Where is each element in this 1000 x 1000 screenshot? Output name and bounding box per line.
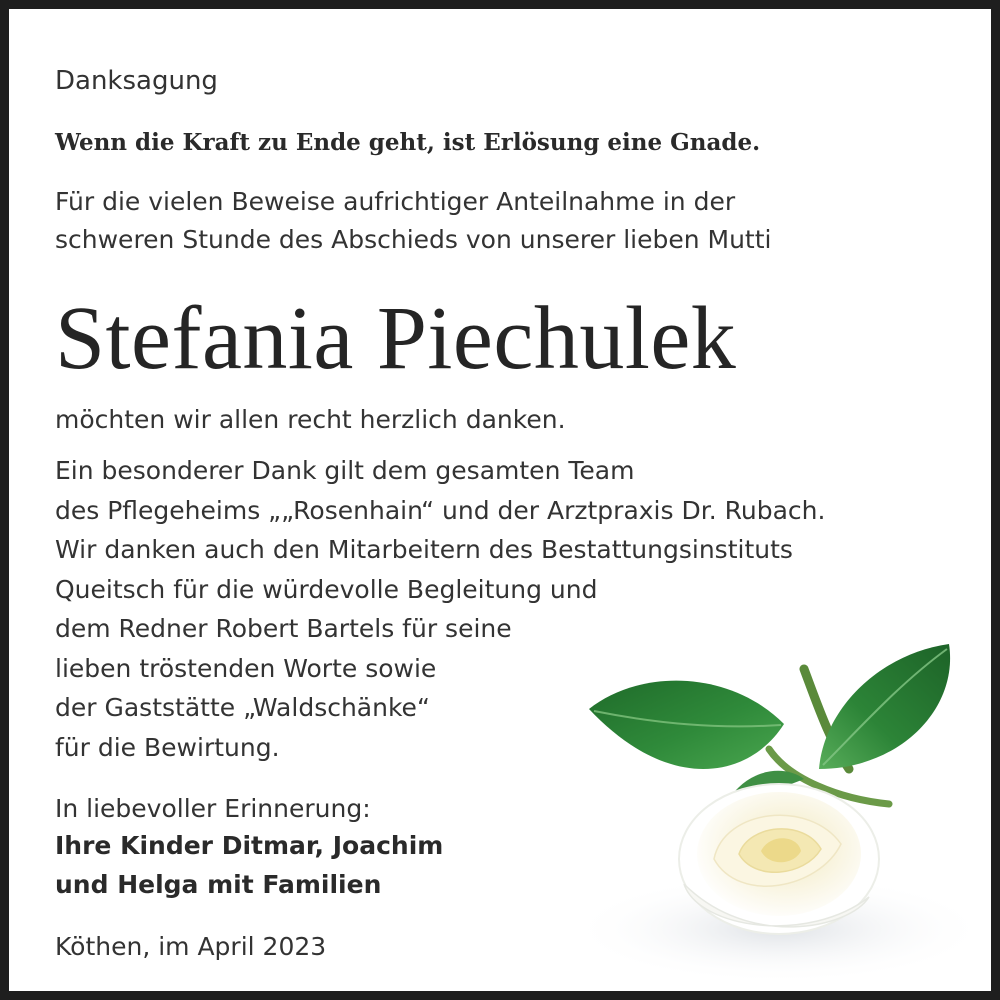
acknowledgement-line: für die Bewirtung. [55, 732, 280, 762]
acknowledgement-line: lieben tröstenden Worte sowie [55, 653, 437, 683]
acknowledgement-line: Wir danken auch den Mitarbeitern des Bestattungsinstituts [55, 535, 793, 564]
place-date: Köthen, im April 2023 [55, 932, 327, 961]
deceased-name: Stefania Piechulek [55, 289, 737, 388]
intro-line: schweren Stunde des Abschieds von unserer lieben Mutti [55, 225, 772, 254]
thanks-text: möchten wir allen recht herzlich danken. [55, 405, 566, 434]
white-rose-icon [549, 629, 979, 989]
memory-caption: In liebevoller Erinnerung: [55, 794, 371, 823]
notice-heading: Danksagung [55, 66, 218, 96]
acknowledgement-line: Ein besonderer Dank gilt dem gesamten Team [55, 456, 635, 485]
signers-line: und Helga mit Familien [55, 870, 382, 899]
acknowledgement-line: des Pflegeheims „„Rosenhain“ und der Arztpraxis Dr. Rubach. [55, 495, 826, 525]
intro-line: Für die vielen Beweise aufrichtiger Anteilnahme in der [55, 187, 736, 216]
acknowledgement-line: der Gaststätte „Waldschänke“ [55, 693, 430, 722]
signers [55, 826, 443, 904]
signers-line: Ihre Kinder Ditmar, Joachim [55, 831, 444, 860]
intro-text [55, 183, 771, 259]
acknowledgement-line: Queitsch für die würdevolle Begleitung und [55, 574, 598, 604]
motto: Wenn die Kraft zu Ende geht, ist Erlösung eine Gnade. [55, 129, 761, 156]
acknowledgement-line: dem Redner Robert Bartels für seine [55, 614, 512, 643]
